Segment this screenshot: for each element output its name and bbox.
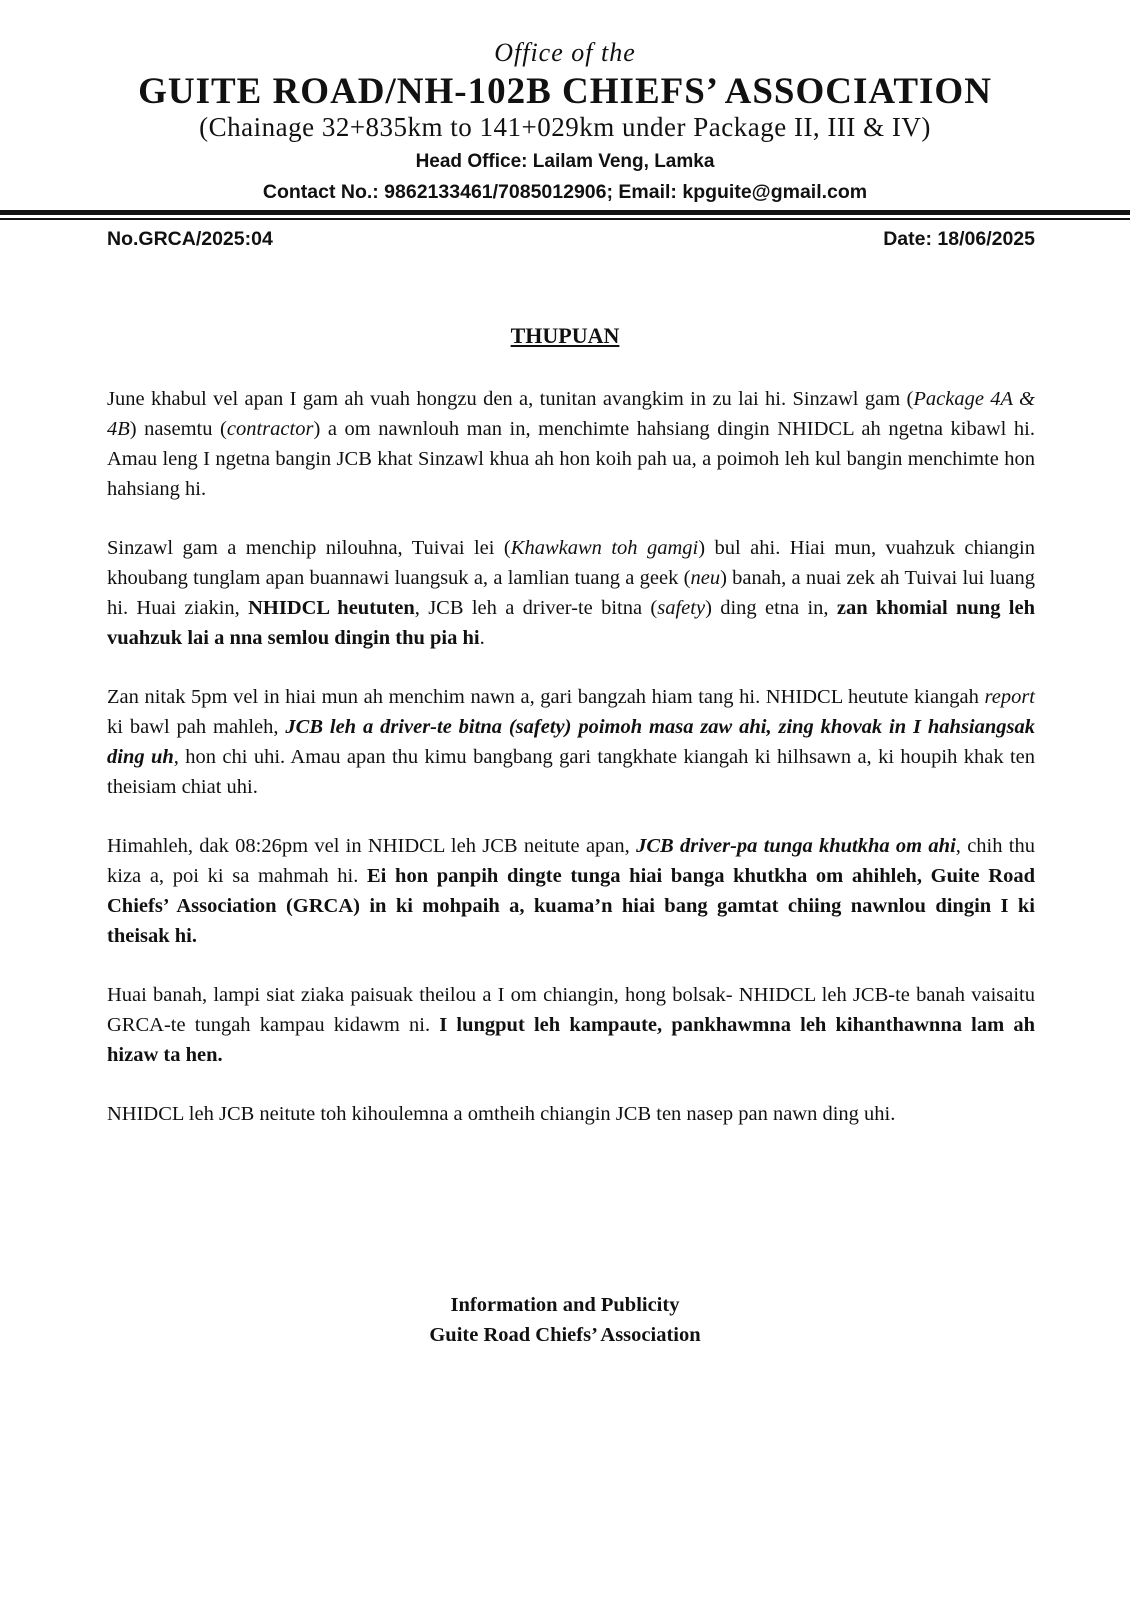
p1-text: June khabul vel apan I gam ah vuah hongzu den a, tunitan avangkim in zu lai hi. Sinzawl gam ( <box>107 388 914 410</box>
p4-bold-italic: JCB driver-pa tunga khutkha om ahi <box>636 835 956 857</box>
document-body <box>107 384 1035 1158</box>
p2-text: ) banah, a nuai zek ah Tuivai lui luang hi. Huai ziakin, <box>107 567 1035 619</box>
paragraph-6 <box>107 1099 1035 1129</box>
p2-text: , JCB leh a driver-te bitna ( <box>414 597 658 619</box>
p1-text: ) a om nawnlouh man in, menchimte hahsiang dingin NHIDCL ah ngetna kibawl hi. Amau leng I ngetna bangin JCB khat Sinzawl khua ah hon koih pah ua, a poimoh leh kul bangin menchimte hon hahsiang hi. <box>107 418 1035 500</box>
p2-text: . <box>479 627 485 649</box>
document-title: THUPUAN <box>510 323 620 348</box>
p3-italic: report <box>984 686 1035 708</box>
p2-bold: NHIDCL heututen <box>248 597 415 619</box>
p5-bold: I lungput leh kampaute, pankhawmna leh kihanthawnna lam ah hizaw ta hen. <box>107 1014 1035 1066</box>
p5-text: Huai banah, lampi siat ziaka paisuak theilou a I om chiangin, hong bolsak- NHIDCL leh JCB-te banah vaisaitu GRCA-te tungah kampau kidawm ni. <box>107 984 1035 1036</box>
p3-text: Zan nitak 5pm vel in hiai mun ah menchim nawn a, gari bangzah hiam tang hi. NHIDCL heutute kiangah <box>107 686 985 708</box>
reference-number: No.GRCA/2025:04 <box>107 228 273 250</box>
office-of-the: Office of the <box>494 38 636 67</box>
p1-italic-package: Package 4A & 4B <box>107 388 1035 440</box>
p3-bold-italic: JCB leh a driver-te bitna (safety) poimoh masa zaw ahi, zing khovak in I hahsiangsak ding uh <box>107 716 1035 768</box>
paragraph-3 <box>107 682 1035 802</box>
organization-name: GUITE ROAD/NH-102B CHIEFS’ ASSOCIATION <box>138 71 992 112</box>
p2-text: ) ding etna in, <box>705 597 837 619</box>
paragraph-5 <box>107 980 1035 1070</box>
contact-line: Contact No.: 9862133461/7085012906; Email: kpguite@gmail.com <box>262 181 868 203</box>
signature-block <box>0 1290 1130 1350</box>
header-divider-thick <box>0 210 1130 215</box>
p2-bold: zan khomial nung leh vuahzuk lai a nna semlou dingin thu pia hi <box>107 597 1035 649</box>
p2-text: ) bul ahi. Hiai mun, vuahzuk chiangin khoubang tunglam apan buannawi luangsuk a, a lamlian tuang a geek ( <box>107 537 1036 589</box>
p2-italic: safety <box>657 597 706 619</box>
issue-date: Date: 18/06/2025 <box>883 228 1035 250</box>
p1-italic-contractor: contractor <box>226 418 314 440</box>
p2-text: Sinzawl gam a menchip nilouhna, Tuivai lei ( <box>107 537 511 559</box>
chainage-line: (Chainage 32+835km to 141+029km under Package II, III & IV) <box>199 112 931 142</box>
p4-text: , chih thu kiza a, poi ki sa mahmah hi. <box>107 835 1035 887</box>
p4-text: Himahleh, dak 08:26pm vel in NHIDCL leh JCB neitute apan, <box>107 835 637 857</box>
head-office-line: Head Office: Lailam Veng, Lamka <box>415 151 715 172</box>
header-divider-thin <box>0 218 1130 220</box>
p2-italic: neu <box>690 567 721 589</box>
paragraph-2 <box>107 533 1035 653</box>
signature-line-2: Guite Road Chiefs’ Association <box>429 1324 701 1346</box>
p3-text: ki bawl pah mahleh, <box>107 716 286 738</box>
p2-italic: Khawkawn toh gamgi <box>510 537 699 559</box>
paragraph-4 <box>107 831 1035 951</box>
p4-bold: Ei hon panpih dingte tunga hiai banga khutkha om ahihleh, Guite Road Chiefs’ Association (GRCA) in ki mohpaih a, kuama’n hiai bang gamtat chiing nawnlou dingin I ki theisak hi. <box>107 865 1035 947</box>
p1-text: ) nasemtu ( <box>129 418 227 440</box>
p3-text: , hon chi uhi. Amau apan thu kimu bangbang gari tangkhate kiangah ki hilhsawn a, ki houpih khak ten theisiam chiat uhi. <box>107 746 1035 798</box>
signature-line-1: Information and Publicity <box>450 1294 680 1316</box>
paragraph-1 <box>107 384 1035 504</box>
p6-text: NHIDCL leh JCB neitute toh kihoulemna a omtheih chiangin JCB ten nasep pan nawn ding uhi. <box>107 1103 896 1125</box>
